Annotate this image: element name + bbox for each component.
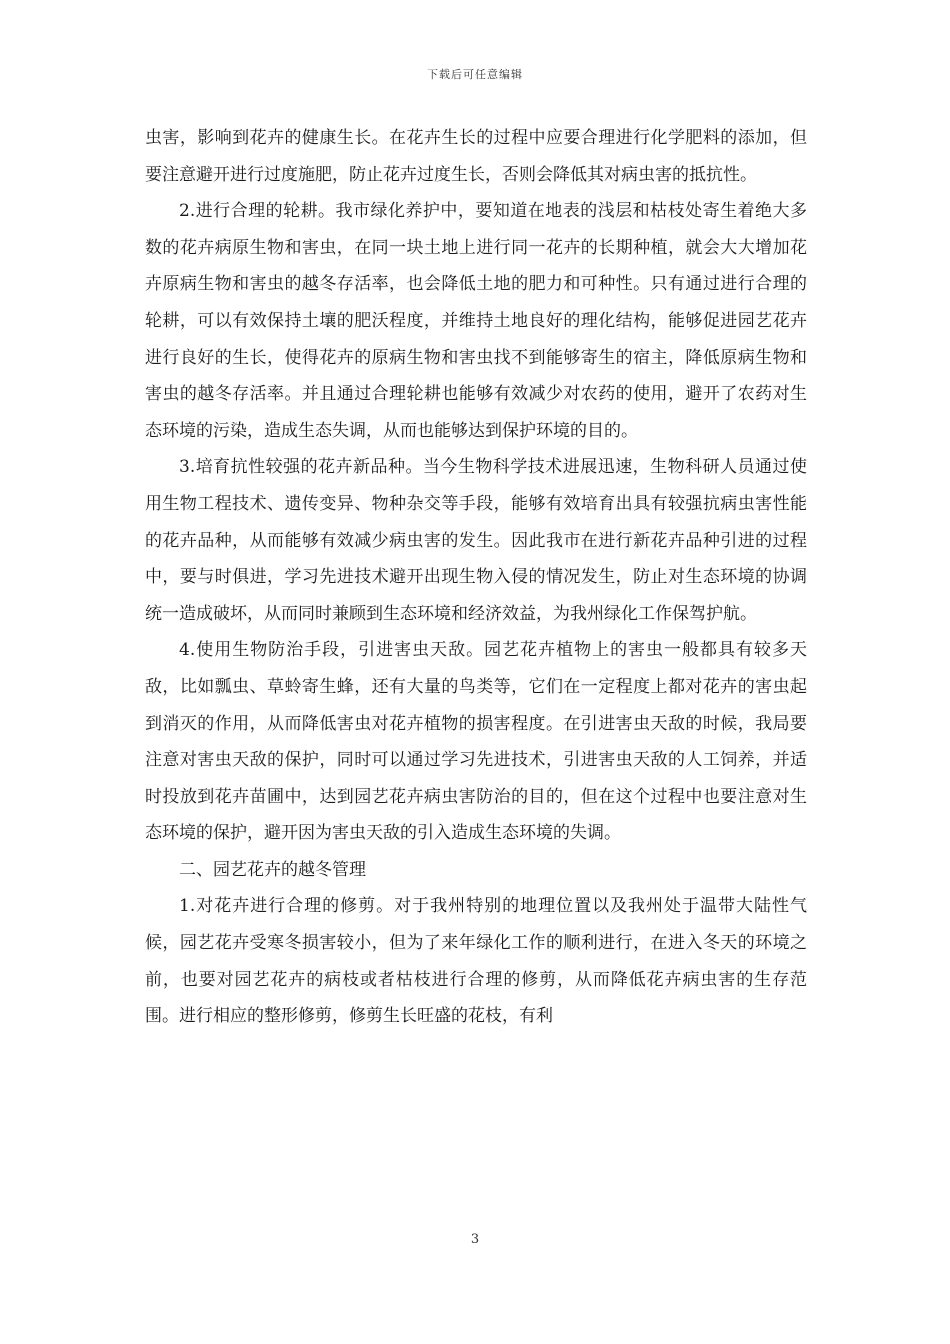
page-number: 3: [470, 1232, 480, 1247]
page-header: 下载后可任意编辑: [427, 68, 523, 81]
paragraph-resistant-varieties: 3.培育抗性较强的花卉新品种。当今生物科学技术进展迅速，生物科研人员通过使用生物工程技术、遗传变异、物种杂交等手段，能够有效培育出具有较强抗病虫害性能的花卉品种，从而能够有效减少病虫害的发生。因此我市在进行新花卉品种引进的过程中，要与时俱进，学习先进技术避开出现生物入侵的情况发生，防止对生态环境的协调统一造成破坏，从而同时兼顾到生态环境和经济效益，为我州绿化工作保驾护航。: [145, 457, 807, 624]
document-body: [145, 120, 807, 1035]
paragraph-continuation: 虫害，影响到花卉的健康生长。在花卉生长的过程中应要合理进行化学肥料的添加，但要注意避开进行过度施肥，防止花卉过度生长，否则会降低其对病虫害的抵抗性。: [145, 128, 807, 185]
paragraph-biological-control: 4.使用生物防治手段，引进害虫天敌。园艺花卉植物上的害虫一般都具有较多天敌，比如瓢虫、草蛉寄生蜂，还有大量的鸟类等，它们在一定程度上都对花卉的害虫起到消灭的作用，从而降低害虫对花卉植物的损害程度。在引进害虫天敌的时候，我局要注意对害虫天敌的保护，同时可以通过学习先进技术，引进害虫天敌的人工饲养，并适时投放到花卉苗圃中，达到园艺花卉病虫害防治的目的，但在这个过程中也要注意对生态环境的保护，避开因为害虫天敌的引入造成生态环境的失调。: [145, 640, 807, 844]
paragraph-pruning: 1.对花卉进行合理的修剪。对于我州特别的地理位置以及我州处于温带大陆性气候，园艺花卉受寒冬损害较小，但为了来年绿化工作的顺利进行，在进入冬天的环境之前，也要对园艺花卉的病枝或者枯枝进行合理的修剪，从而降低花卉病虫害的生存范围。进行相应的整形修剪，修剪生长旺盛的花枝，有利: [145, 896, 807, 1027]
section-heading-winter-management: 二、园艺花卉的越冬管理: [179, 859, 366, 880]
paragraph-crop-rotation: 2.进行合理的轮耕。我市绿化养护中，要知道在地表的浅层和枯枝处寄生着绝大多数的花卉病原生物和害虫，在同一块土地上进行同一花卉的长期种植，就会大大增加花卉原病生物和害虫的越冬存活率，也会降低土地的肥力和可种性。只有通过进行合理的轮耕，可以有效保持土壤的肥沃程度，并维持土地良好的理化结构，能够促进园艺花卉进行良好的生长，使得花卉的原病生物和害虫找不到能够寄生的宿主，降低原病生物和害虫的越冬存活率。并且通过合理轮耕也能够有效减少对农药的使用，避开了农药对生态环境的污染，造成生态失调，从而也能够达到保护环境的目的。: [145, 201, 807, 441]
